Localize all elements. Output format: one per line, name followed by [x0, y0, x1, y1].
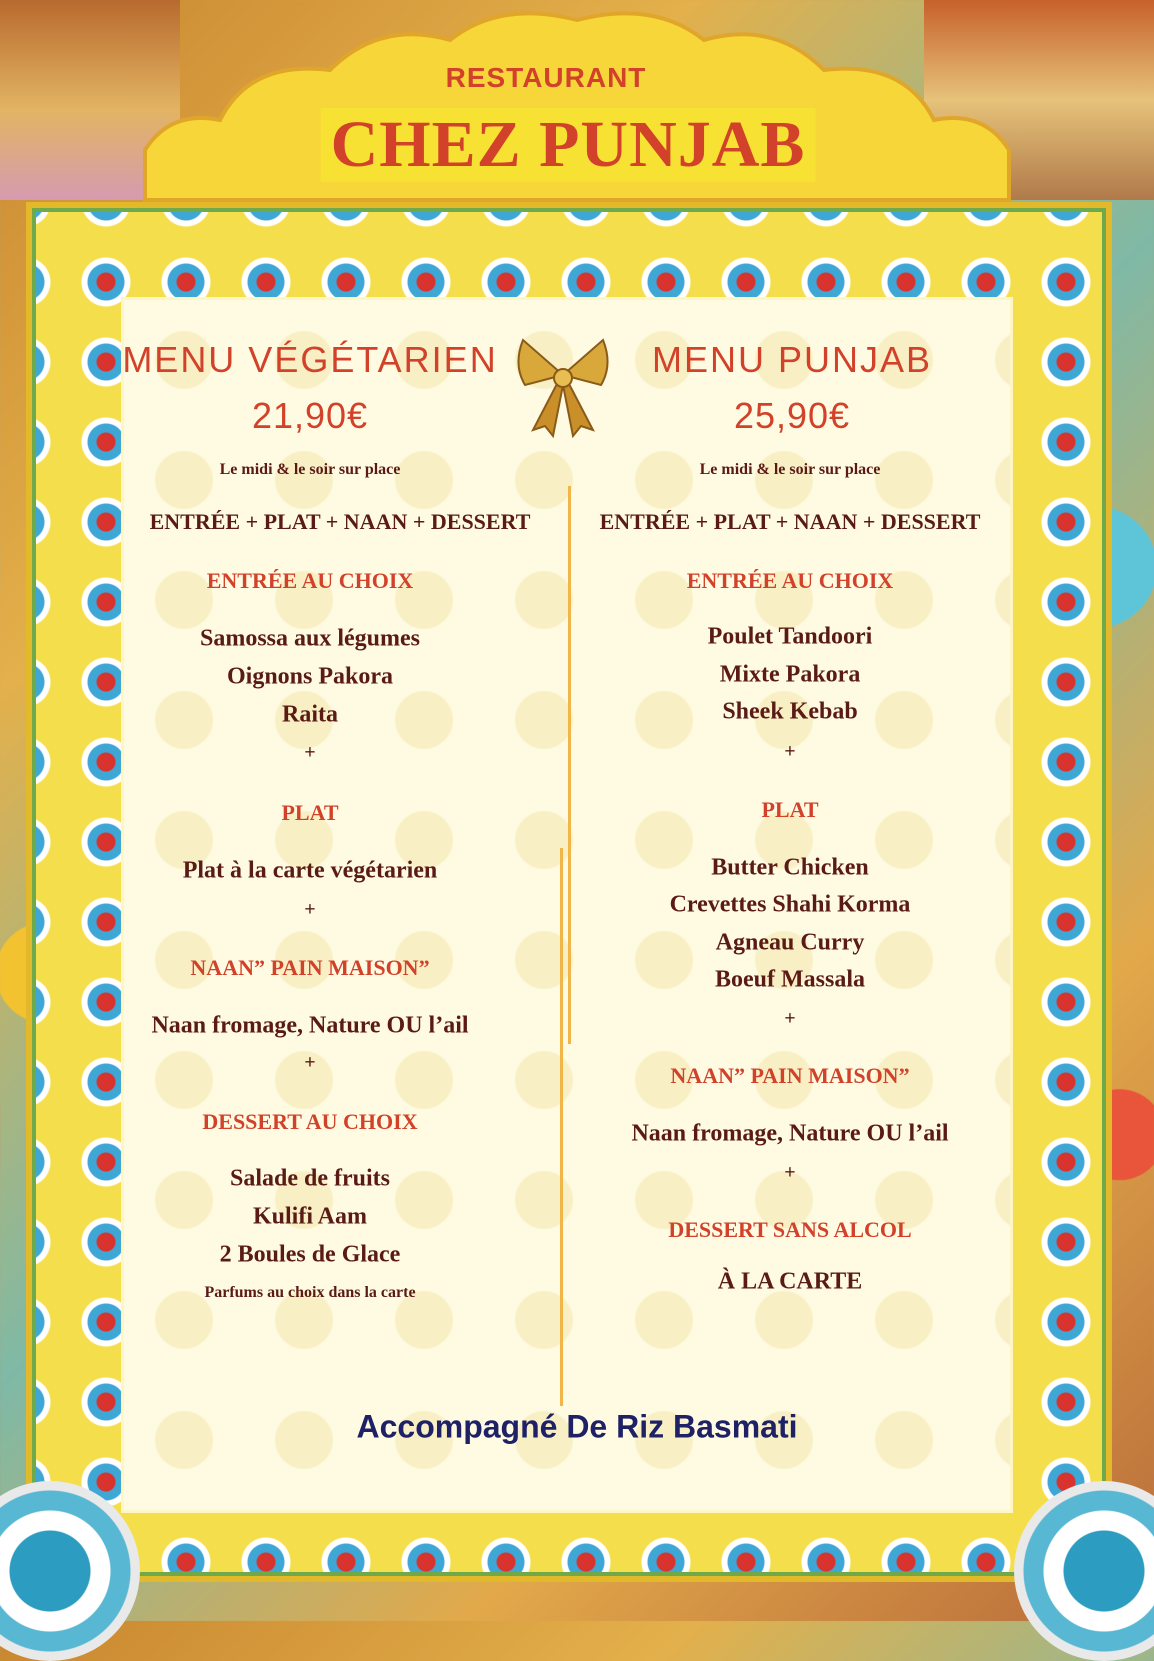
right-entree-item: Mixte Pakora: [719, 661, 861, 688]
left-dessert-item: Kulifi Aam: [252, 1203, 368, 1230]
right-plat-item: Boeuf Massala: [715, 966, 865, 993]
left-naan-header: NAAN” PAIN MAISON”: [190, 955, 430, 980]
gold-bow-icon: [513, 330, 613, 440]
left-dessert-note: Parfums au choix dans la carte: [204, 1284, 416, 1301]
restaurant-label: RESTAURANT: [445, 62, 647, 93]
left-plat-header: PLAT: [281, 800, 339, 825]
left-dessert-header: DESSERT AU CHOIX: [202, 1109, 418, 1134]
right-entree-header: ENTRÉE AU CHOIX: [686, 568, 894, 593]
left-menu-schedule: Le midi & le soir sur place: [219, 461, 401, 478]
right-dessert-item: À LA CARTE: [717, 1268, 863, 1295]
left-menu-formula: ENTRÉE + PLAT + NAAN + DESSERT: [149, 509, 531, 534]
right-dessert-header: DESSERT SANS ALCOL: [668, 1217, 912, 1242]
left-entree-header: ENTRÉE AU CHOIX: [206, 568, 414, 593]
left-plus-sign: +: [304, 741, 316, 764]
right-naan-header: NAAN” PAIN MAISON”: [670, 1063, 910, 1088]
right-menu-price: 25,90€: [733, 395, 851, 436]
right-plus-sign: +: [784, 1161, 796, 1184]
left-entree-item: Samossa aux légumes: [199, 625, 421, 652]
left-plus-sign: +: [304, 898, 316, 921]
right-menu-formula: ENTRÉE + PLAT + NAAN + DESSERT: [599, 509, 981, 534]
left-menu-title: MENU VÉGÉTARIEN: [122, 339, 498, 380]
left-naan-item: Naan fromage, Nature OU l’ail: [151, 1012, 469, 1039]
left-entree-item: Raita: [282, 701, 338, 728]
right-plus-sign: +: [784, 740, 796, 763]
column-divider-top: [568, 486, 571, 1044]
right-plat-header: PLAT: [761, 797, 819, 822]
left-dessert-item: 2 Boules de Glace: [219, 1241, 401, 1268]
restaurant-name: CHEZ PUNJAB: [321, 108, 816, 182]
footer-note: Accompagné De Riz Basmati: [356, 1408, 798, 1445]
right-menu-schedule: Le midi & le soir sur place: [699, 461, 881, 478]
right-plat-item: Agneau Curry: [715, 929, 865, 956]
left-entree-item: Oignons Pakora: [226, 663, 394, 690]
right-entree-item: Sheek Kebab: [722, 698, 858, 725]
right-naan-item: Naan fromage, Nature OU l’ail: [631, 1120, 949, 1147]
left-dessert-item: Salade de fruits: [229, 1165, 391, 1192]
right-entree-item: Poulet Tandoori: [707, 623, 873, 650]
left-plus-sign: +: [304, 1051, 316, 1074]
right-plat-item: Crevettes Shahi Korma: [669, 891, 911, 918]
right-menu-title: MENU PUNJAB: [651, 339, 933, 380]
left-menu-price: 21,90€: [251, 395, 369, 436]
right-plat-item: Butter Chicken: [711, 854, 869, 881]
right-plus-sign: +: [784, 1007, 796, 1030]
left-plat-item: Plat à la carte végétarien: [182, 857, 438, 884]
column-divider-bottom: [560, 848, 563, 1406]
